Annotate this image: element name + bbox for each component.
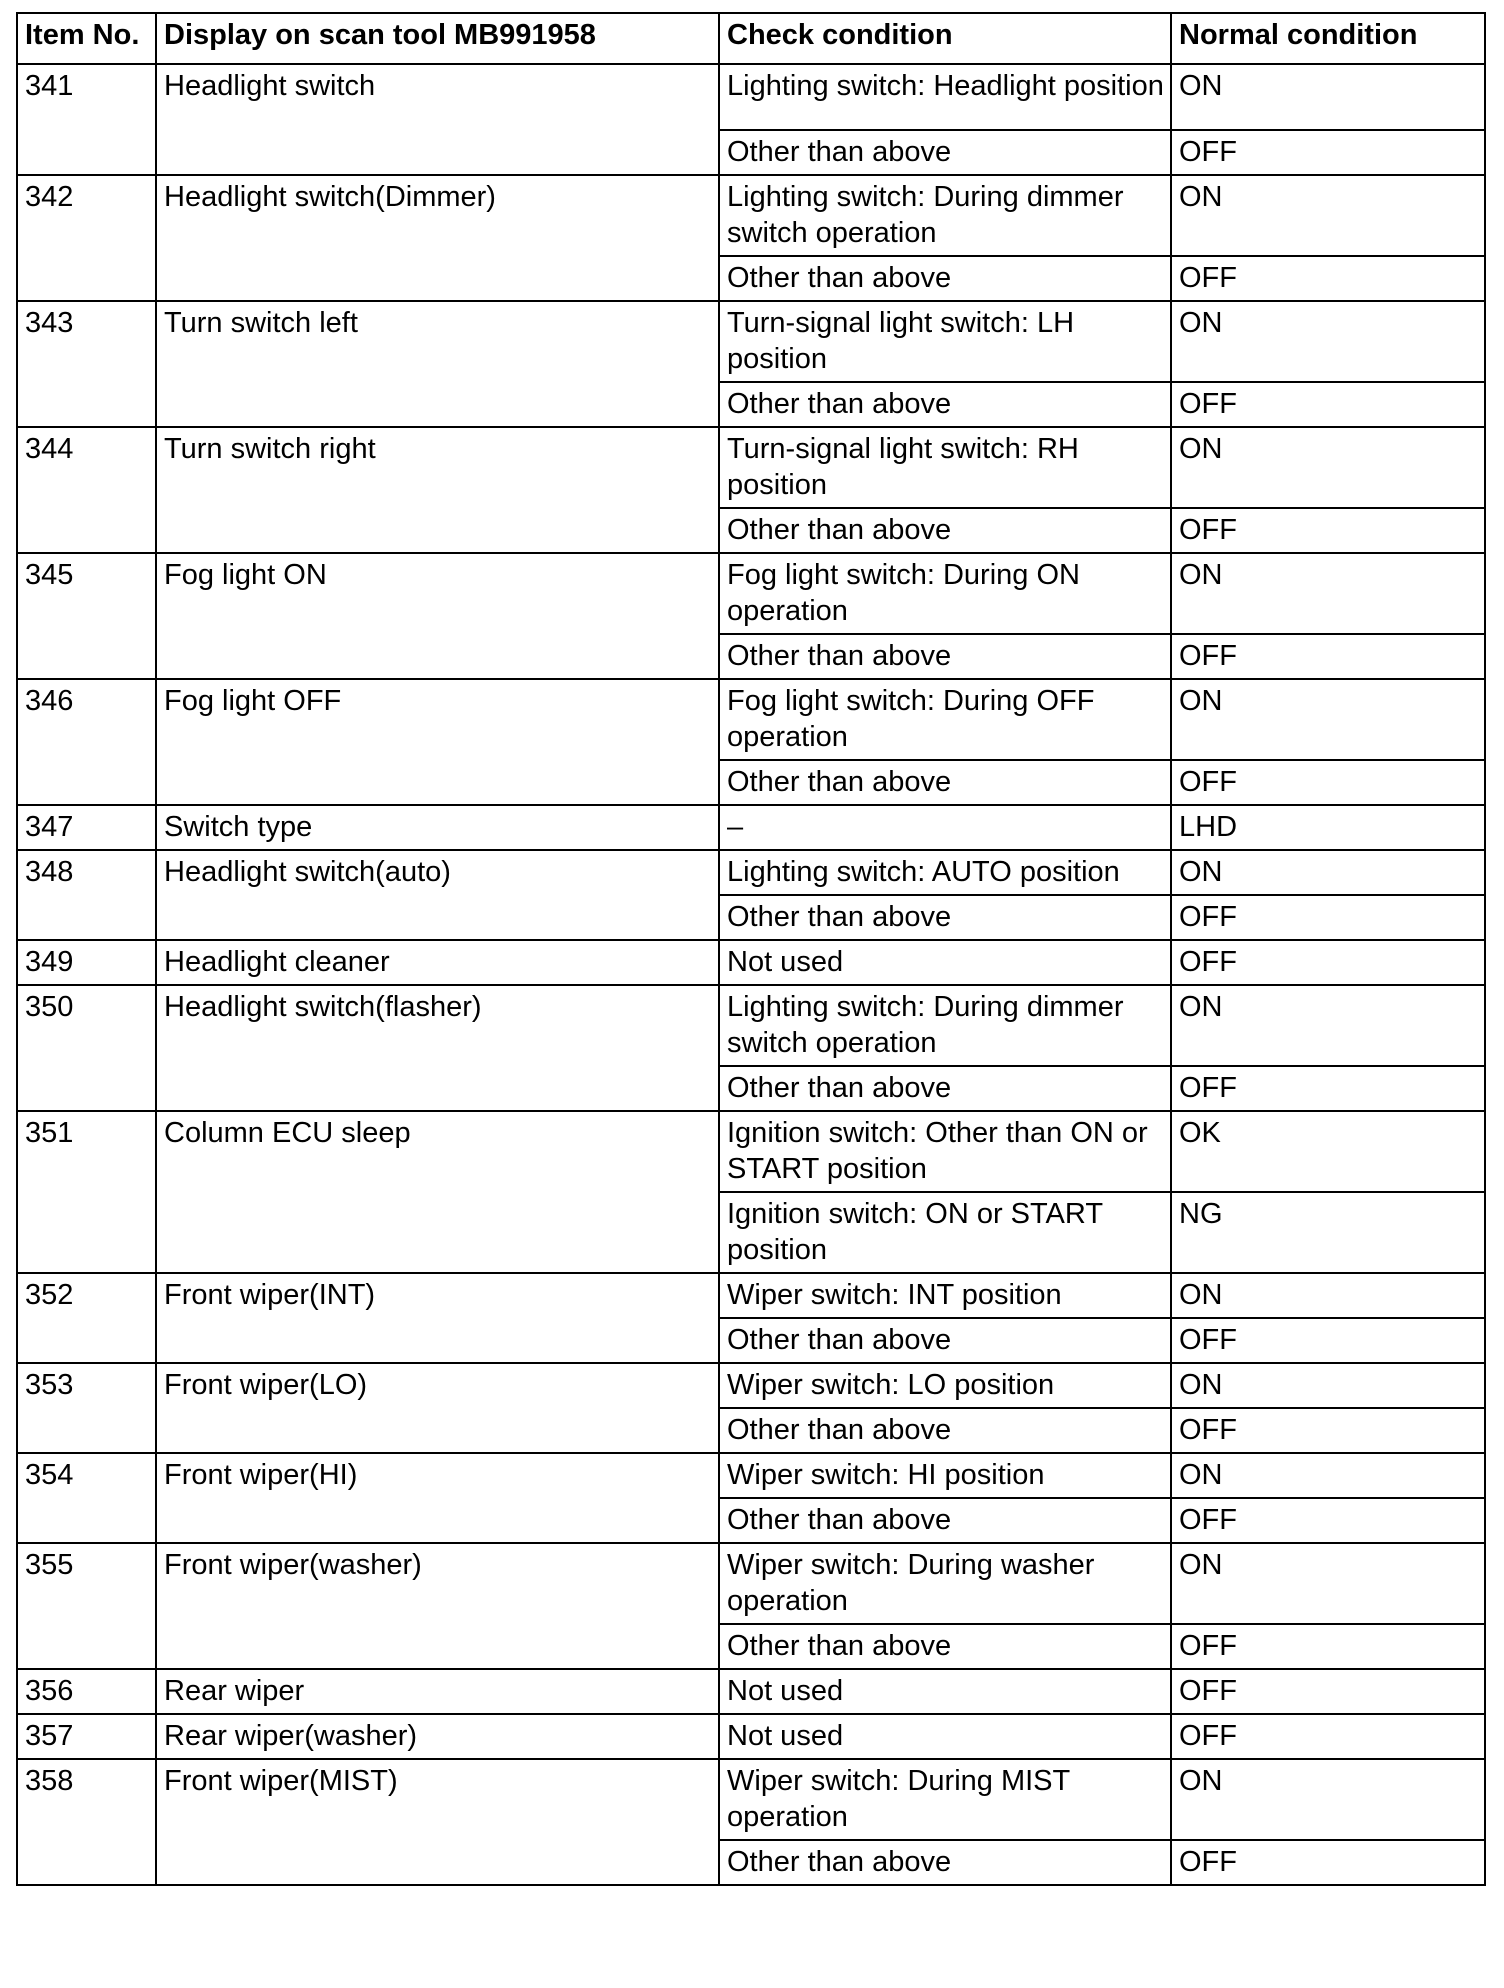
check-condition-cell: Other than above — [719, 634, 1171, 679]
header-item-no: Item No. — [17, 13, 156, 64]
scan-tool-table — [16, 12, 1486, 1886]
display-cell: Headlight switch(Dimmer) — [156, 175, 719, 301]
item-no-cell: 352 — [17, 1273, 156, 1363]
check-condition-cell: Wiper switch: LO position — [719, 1363, 1171, 1408]
normal-condition-cell: OFF — [1171, 760, 1485, 805]
check-condition-cell: Turn-signal light switch: RH position — [719, 427, 1171, 508]
check-condition-cell: Fog light switch: During OFF operation — [719, 679, 1171, 760]
item-no-cell: 357 — [17, 1714, 156, 1759]
normal-condition-cell: ON — [1171, 985, 1485, 1066]
table-header — [17, 13, 1485, 64]
header-normal-condition: Normal condition — [1171, 13, 1485, 64]
normal-condition-cell: ON — [1171, 1759, 1485, 1840]
item-no-cell: 348 — [17, 850, 156, 940]
table-row — [17, 64, 1485, 130]
normal-condition-cell: ON — [1171, 553, 1485, 634]
table-row — [17, 175, 1485, 256]
check-condition-cell: Other than above — [719, 1318, 1171, 1363]
display-cell: Headlight switch — [156, 64, 719, 175]
display-cell: Turn switch right — [156, 427, 719, 553]
display-cell: Switch type — [156, 805, 719, 850]
normal-condition-cell: OFF — [1171, 1498, 1485, 1543]
check-condition-cell: – — [719, 805, 1171, 850]
item-no-cell: 353 — [17, 1363, 156, 1453]
header-display: Display on scan tool MB991958 — [156, 13, 719, 64]
item-no-cell: 347 — [17, 805, 156, 850]
check-condition-cell: Wiper switch: During MIST operation — [719, 1759, 1171, 1840]
normal-condition-cell: OFF — [1171, 1840, 1485, 1885]
table-row — [17, 301, 1485, 382]
normal-condition-cell: ON — [1171, 1273, 1485, 1318]
normal-condition-cell: ON — [1171, 427, 1485, 508]
normal-condition-cell: OFF — [1171, 1714, 1485, 1759]
table-row — [17, 850, 1485, 895]
header-row — [17, 13, 1485, 64]
normal-condition-cell: OFF — [1171, 508, 1485, 553]
check-condition-cell: Other than above — [719, 1498, 1171, 1543]
normal-condition-cell: OFF — [1171, 634, 1485, 679]
display-cell: Headlight switch(auto) — [156, 850, 719, 940]
check-condition-cell: Wiper switch: During washer operation — [719, 1543, 1171, 1624]
table-row — [17, 1669, 1485, 1714]
display-cell: Headlight cleaner — [156, 940, 719, 985]
check-condition-cell: Other than above — [719, 1066, 1171, 1111]
table-row — [17, 679, 1485, 760]
normal-condition-cell: OFF — [1171, 895, 1485, 940]
normal-condition-cell: ON — [1171, 850, 1485, 895]
display-cell: Turn switch left — [156, 301, 719, 427]
item-no-cell: 358 — [17, 1759, 156, 1885]
table-row — [17, 805, 1485, 850]
item-no-cell: 341 — [17, 64, 156, 175]
item-no-cell: 345 — [17, 553, 156, 679]
item-no-cell: 355 — [17, 1543, 156, 1669]
display-cell: Fog light OFF — [156, 679, 719, 805]
display-cell: Fog light ON — [156, 553, 719, 679]
normal-condition-cell: OFF — [1171, 382, 1485, 427]
item-no-cell: 354 — [17, 1453, 156, 1543]
check-condition-cell: Other than above — [719, 130, 1171, 175]
normal-condition-cell: OFF — [1171, 1066, 1485, 1111]
normal-condition-cell: ON — [1171, 679, 1485, 760]
table-row — [17, 1714, 1485, 1759]
display-cell: Rear wiper(washer) — [156, 1714, 719, 1759]
check-condition-cell: Other than above — [719, 382, 1171, 427]
item-no-cell: 350 — [17, 985, 156, 1111]
check-condition-cell: Wiper switch: INT position — [719, 1273, 1171, 1318]
item-no-cell: 349 — [17, 940, 156, 985]
normal-condition-cell: OFF — [1171, 1669, 1485, 1714]
normal-condition-cell: ON — [1171, 301, 1485, 382]
table-row — [17, 1111, 1485, 1192]
check-condition-cell: Not used — [719, 940, 1171, 985]
normal-condition-cell: OFF — [1171, 256, 1485, 301]
table-row — [17, 1543, 1485, 1624]
check-condition-cell: Fog light switch: During ON operation — [719, 553, 1171, 634]
normal-condition-cell: ON — [1171, 1543, 1485, 1624]
normal-condition-cell: OFF — [1171, 130, 1485, 175]
display-cell: Front wiper(washer) — [156, 1543, 719, 1669]
table-row — [17, 985, 1485, 1066]
table-row — [17, 427, 1485, 508]
check-condition-cell: Other than above — [719, 256, 1171, 301]
table-body — [17, 64, 1485, 1885]
normal-condition-cell: ON — [1171, 1453, 1485, 1498]
item-no-cell: 356 — [17, 1669, 156, 1714]
table-row — [17, 1759, 1485, 1840]
table-row — [17, 1453, 1485, 1498]
check-condition-cell: Other than above — [719, 760, 1171, 805]
display-cell: Rear wiper — [156, 1669, 719, 1714]
header-check-condition: Check condition — [719, 13, 1171, 64]
item-no-cell: 351 — [17, 1111, 156, 1273]
table-row — [17, 940, 1485, 985]
check-condition-cell: Other than above — [719, 1624, 1171, 1669]
check-condition-cell: Lighting switch: During dimmer switch operation — [719, 985, 1171, 1066]
check-condition-cell: Not used — [719, 1669, 1171, 1714]
check-condition-cell: Wiper switch: HI position — [719, 1453, 1171, 1498]
display-cell: Front wiper(HI) — [156, 1453, 719, 1543]
table-row — [17, 1273, 1485, 1318]
normal-condition-cell: OFF — [1171, 1624, 1485, 1669]
check-condition-cell: Other than above — [719, 508, 1171, 553]
check-condition-cell: Other than above — [719, 1408, 1171, 1453]
normal-condition-cell: ON — [1171, 175, 1485, 256]
item-no-cell: 344 — [17, 427, 156, 553]
check-condition-cell: Turn-signal light switch: LH position — [719, 301, 1171, 382]
normal-condition-cell: OFF — [1171, 1318, 1485, 1363]
display-cell: Front wiper(MIST) — [156, 1759, 719, 1885]
display-cell: Column ECU sleep — [156, 1111, 719, 1273]
item-no-cell: 343 — [17, 301, 156, 427]
display-cell: Headlight switch(flasher) — [156, 985, 719, 1111]
check-condition-cell: Ignition switch: ON or START position — [719, 1192, 1171, 1273]
normal-condition-cell: ON — [1171, 64, 1485, 130]
normal-condition-cell: OFF — [1171, 1408, 1485, 1453]
check-condition-cell: Other than above — [719, 895, 1171, 940]
check-condition-cell: Lighting switch: During dimmer switch operation — [719, 175, 1171, 256]
display-cell: Front wiper(LO) — [156, 1363, 719, 1453]
normal-condition-cell: LHD — [1171, 805, 1485, 850]
item-no-cell: 346 — [17, 679, 156, 805]
table-row — [17, 553, 1485, 634]
check-condition-cell: Ignition switch: Other than ON or START position — [719, 1111, 1171, 1192]
check-condition-cell: Lighting switch: AUTO position — [719, 850, 1171, 895]
display-cell: Front wiper(INT) — [156, 1273, 719, 1363]
normal-condition-cell: NG — [1171, 1192, 1485, 1273]
item-no-cell: 342 — [17, 175, 156, 301]
table-row — [17, 1363, 1485, 1408]
normal-condition-cell: OFF — [1171, 940, 1485, 985]
normal-condition-cell: ON — [1171, 1363, 1485, 1408]
check-condition-cell: Lighting switch: Headlight position — [719, 64, 1171, 130]
check-condition-cell: Not used — [719, 1714, 1171, 1759]
check-condition-cell: Other than above — [719, 1840, 1171, 1885]
normal-condition-cell: OK — [1171, 1111, 1485, 1192]
